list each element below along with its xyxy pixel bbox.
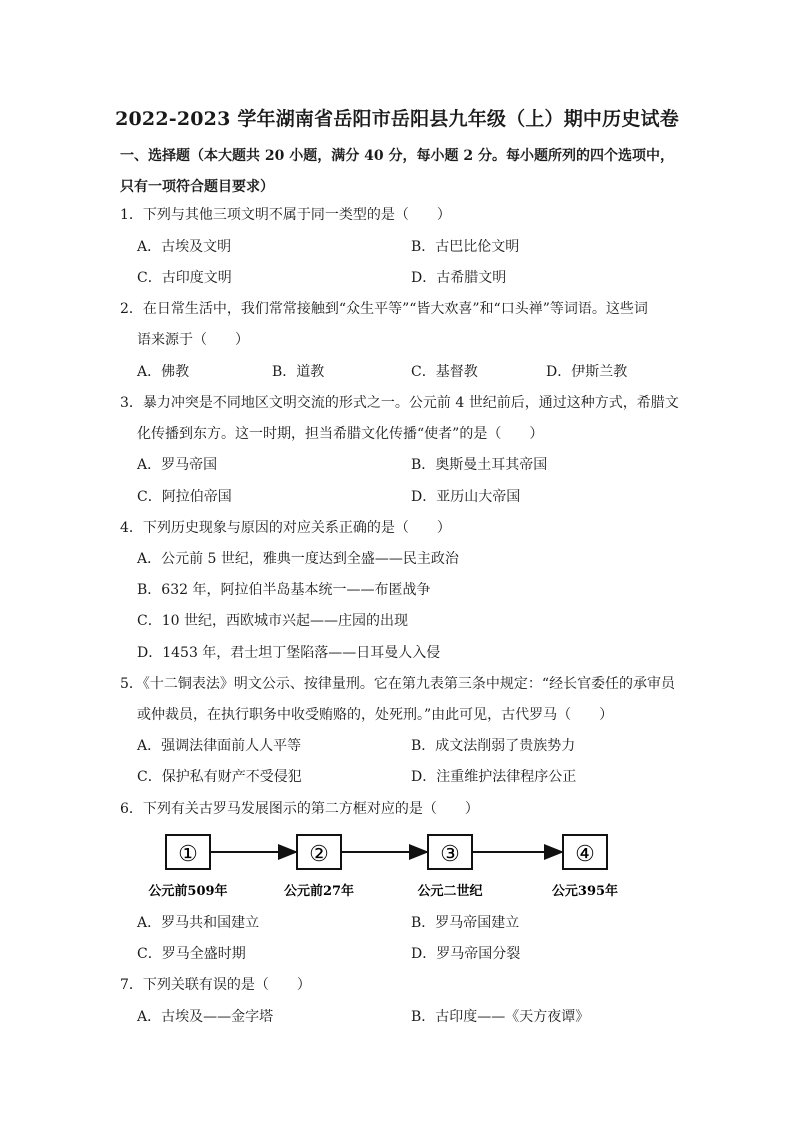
timeline-box-1-label: ① — [178, 842, 198, 867]
timeline-box-3-label: ③ — [440, 842, 460, 867]
question-1-option-a: A．古埃及文明 — [137, 239, 232, 255]
question-1-option-b: B．古巴比伦文明 — [411, 239, 520, 255]
timeline-box-2 — [297, 835, 341, 869]
timeline-year-4: 公元395年 — [551, 884, 619, 899]
question-4-stem: 4．下列历史现象与原因的对应关系正确的是（ ） — [120, 520, 451, 536]
timeline-box-2-label: ② — [309, 842, 329, 867]
question-4-option-b: B．632 年，阿拉伯半岛基本统一——布匿战争 — [137, 582, 431, 598]
timeline-box-3 — [428, 835, 472, 869]
question-2-stem: 2．在日常生活中，我们常常接触到“众生平等”“皆大欢喜”和“口头禅”等词语。这些词 — [120, 301, 648, 317]
question-3-option-d: D．亚历山大帝国 — [411, 489, 521, 505]
rome-timeline-diagram — [130, 832, 630, 902]
question-5-stem-cont: 或仲裁员，在执行职务中收受贿赂的，处死刑。”由此可见，古代罗马（ ） — [137, 707, 614, 723]
question-3-option-a: A．罗马帝国 — [137, 457, 218, 473]
question-6-option-d: D．罗马帝国分裂 — [411, 946, 521, 962]
exam-title: 2022-2023 学年湖南省岳阳市岳阳县九年级（上）期中历史试卷 — [115, 108, 679, 130]
timeline-year-2: 公元前27年 — [283, 884, 355, 899]
question-5-option-a: A．强调法律面前人人平等 — [137, 738, 302, 754]
question-4-option-c: C．10 世纪，西欧城市兴起——庄园的出现 — [137, 613, 408, 629]
question-6-option-a: A．罗马共和国建立 — [137, 915, 260, 931]
question-6-stem: 6．下列有关古罗马发展图示的第二方框对应的是（ ） — [120, 801, 479, 817]
question-2-option-d: D．伊斯兰教 — [546, 364, 628, 380]
question-1-stem: 1．下列与其他三项文明不属于同一类型的是（ ） — [120, 207, 451, 223]
question-5-stem: 5．《十二铜表法》明文公示、按律量刑。它在第九表第三条中规定：“经长官委任的承审员 — [120, 676, 676, 692]
section-header: 一、选择题（本大题共 20 小题，满分 40 分，每小题 2 分。每小题所列的四个选项中，只有一项符合题目要求） — [120, 148, 674, 195]
question-7-option-a: A．古埃及——金字塔 — [137, 1009, 274, 1025]
timeline-box-4 — [563, 835, 607, 869]
question-5-option-b: B．成文法削弱了贵族势力 — [411, 738, 576, 754]
question-2-stem-cont: 语来源于（ ） — [137, 332, 249, 348]
timeline-year-1: 公元前509年 — [148, 884, 228, 899]
question-6-option-c: C．罗马全盛时期 — [137, 946, 246, 962]
question-7-option-b: B．古印度——《天方夜谭》 — [411, 1009, 590, 1025]
question-3-stem: 3．暴力冲突是不同地区文明交流的形式之一。公元前 4 世纪前后，通过这种方式，希腊文 — [120, 395, 679, 411]
question-5-option-d: D．注重维护法律程序公正 — [411, 769, 577, 785]
question-2-option-b: B．道教 — [272, 364, 325, 380]
question-3-stem-cont: 化传播到东方。这一时期，担当希腊文化传播“使者”的是（ ） — [137, 426, 544, 442]
question-1-option-d: D．古希腊文明 — [411, 270, 507, 286]
question-2-option-c: C．基督教 — [411, 364, 478, 380]
question-1-option-c: C．古印度文明 — [137, 270, 232, 286]
question-3-option-c: C．阿拉伯帝国 — [137, 489, 232, 505]
question-7-stem: 7．下列关联有误的是（ ） — [120, 977, 311, 993]
timeline-year-3: 公元二世纪 — [417, 884, 483, 899]
question-6-option-b: B．罗马帝国建立 — [411, 915, 520, 931]
timeline-box-4-label: ④ — [575, 842, 595, 867]
question-3-option-b: B．奥斯曼土耳其帝国 — [411, 457, 548, 473]
question-2-option-a: A．佛教 — [137, 364, 190, 380]
timeline-box-1 — [166, 835, 210, 869]
question-5-option-c: C．保护私有财产不受侵犯 — [137, 769, 302, 785]
question-4-option-a: A．公元前 5 世纪，雅典一度达到全盛——民主政治 — [137, 551, 459, 567]
question-4-option-d: D．1453 年，君士坦丁堡陷落——日耳曼人入侵 — [137, 645, 441, 661]
